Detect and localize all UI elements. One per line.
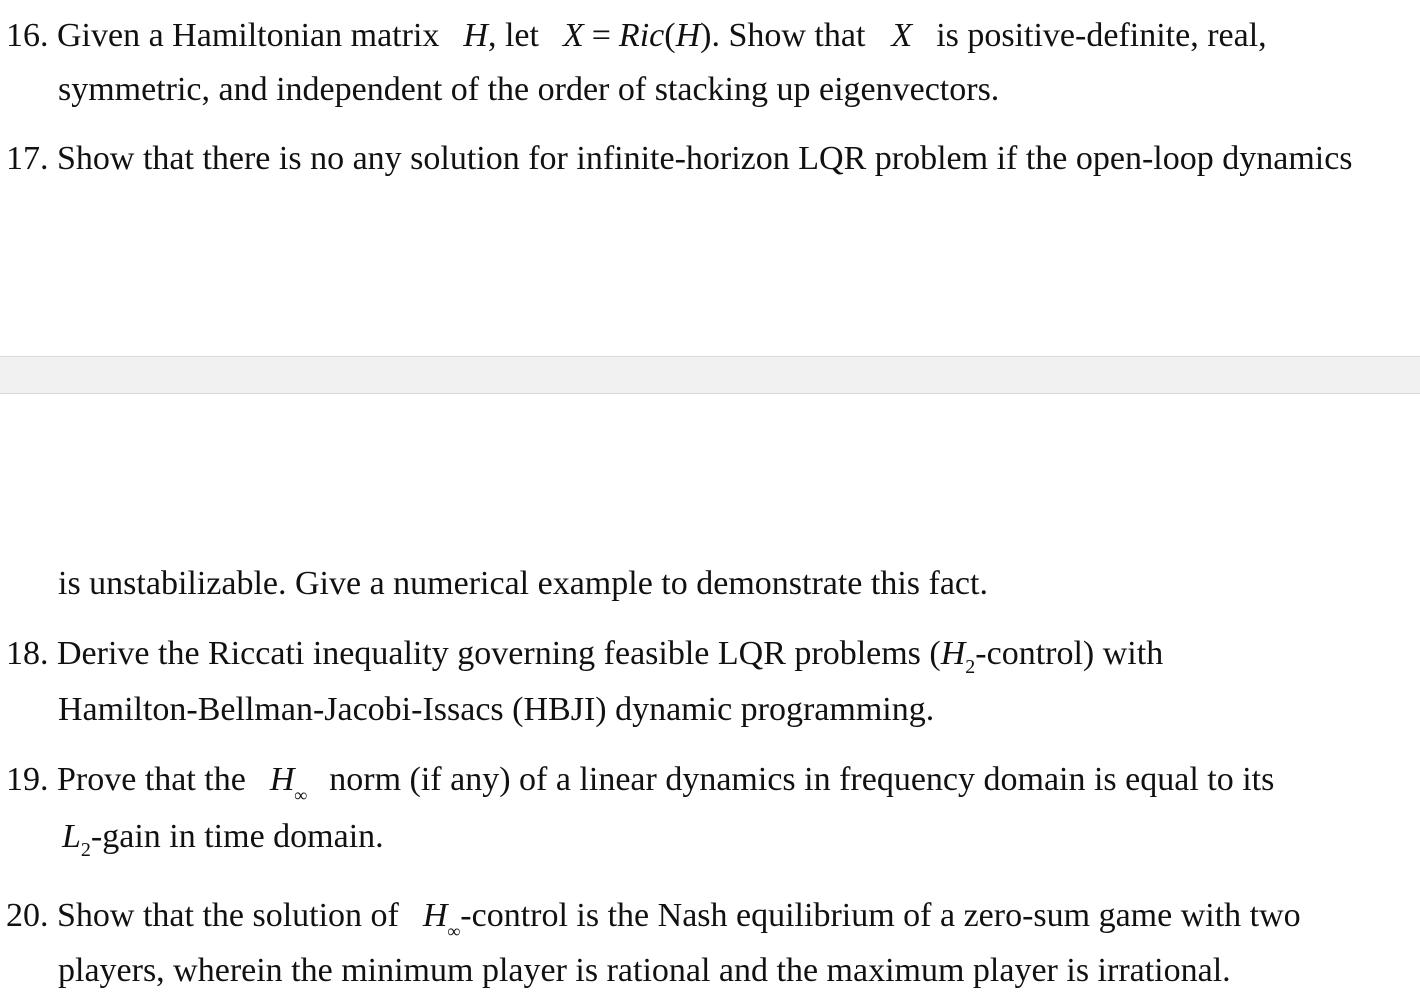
problem-16-line-2: symmetric, and independent of the order of stacking up eigenvectors. [58, 71, 1000, 108]
math-paren: ( [664, 17, 676, 54]
math-operator: = [591, 17, 611, 54]
problem-text: Show that there is no any solution for infinite-horizon LQR problem if the open-loop dynamics [57, 140, 1353, 177]
problem-text: . Show that [711, 17, 866, 54]
math-paren: ) [700, 17, 712, 54]
math-subscript: 2 [80, 839, 91, 861]
problem-number: 20. [6, 897, 49, 934]
math-symbol: H [422, 897, 448, 934]
problem-19-line-1 [6, 760, 1275, 805]
math-subscript: 2 [965, 656, 976, 678]
page-break-divider [0, 356, 1420, 394]
problem-number: 16. [6, 17, 49, 54]
problem-16-line-1 [6, 16, 1267, 56]
problem-19-line-2 [62, 817, 384, 861]
problem-text: -control) with [975, 635, 1164, 672]
math-symbol: H [463, 17, 488, 54]
problem-number: 18. [6, 635, 49, 672]
problem-number: 19. [6, 761, 49, 798]
problem-text: Prove that the [57, 761, 246, 798]
problem-20-line-1 [6, 896, 1301, 941]
problem-17-line-2: is unstabilizable. Give a numerical example to demonstrate this fact. [58, 565, 988, 602]
problem-text: Given a Hamiltonian matrix [57, 17, 440, 54]
math-symbol: L [62, 818, 81, 855]
math-symbol: H [269, 761, 295, 798]
math-subscript: ∞ [447, 921, 461, 941]
problem-text: -control is the Nash equilibrium of a zero-sum game with two [460, 897, 1301, 934]
problem-20-line-2: players, wherein the minimum player is rational and the maximum player is irrational. [58, 952, 1231, 989]
problem-text: is positive-definite, real, [936, 17, 1267, 54]
problem-18-line-2: Hamilton-Bellman-Jacobi-Issacs (HBJI) dynamic programming. [58, 691, 935, 728]
math-symbol: H [675, 17, 701, 54]
problem-18-line-1 [6, 634, 1164, 678]
problem-text: Show that the solution of [57, 897, 399, 934]
math-symbol: X [562, 17, 584, 54]
problem-text: -gain in time domain. [90, 818, 384, 855]
problem-number: 17. [6, 140, 49, 177]
problem-17-line-1 [6, 139, 1353, 179]
problem-text: Derive the Riccati inequality governing feasible LQR problems ( [57, 635, 941, 672]
math-subscript: ∞ [294, 785, 308, 805]
math-symbol: H [940, 635, 966, 672]
problem-text: norm (if any) of a linear dynamics in frequency domain is equal to its [329, 761, 1275, 798]
math-symbol: Ric [618, 17, 665, 54]
math-symbol: X [891, 17, 913, 54]
problem-text: , let [487, 17, 539, 54]
